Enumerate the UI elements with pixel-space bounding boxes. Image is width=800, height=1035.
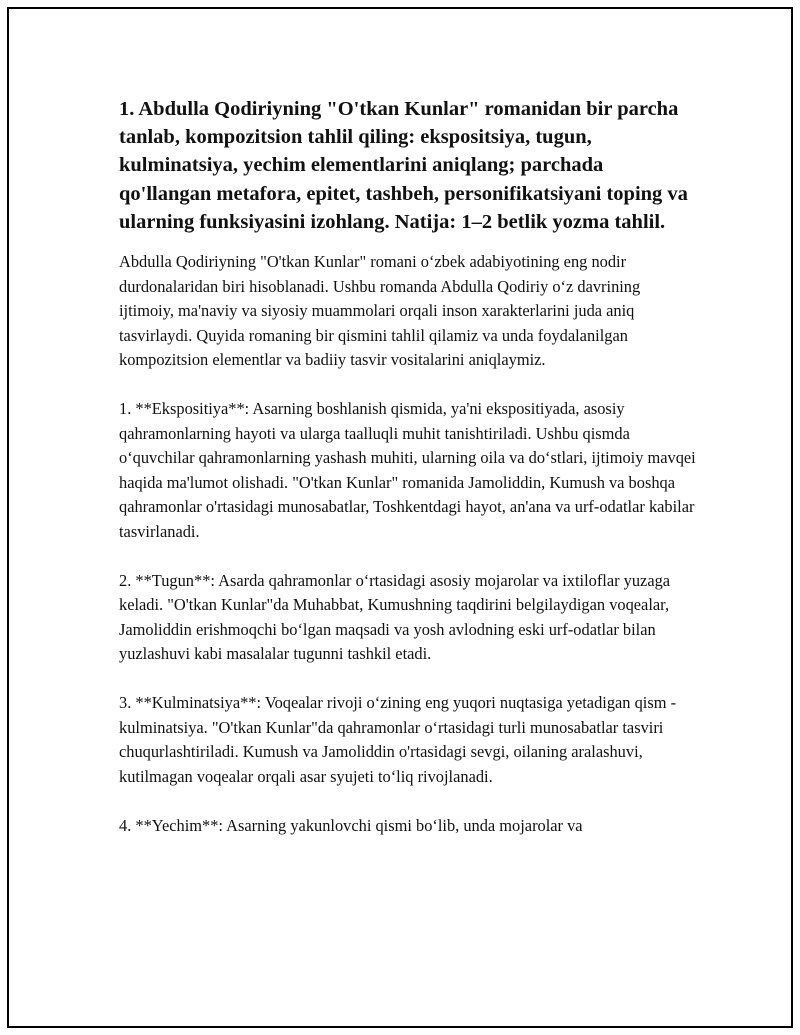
exposition-paragraph: 1. **Ekspositiya**: Asarning boshlanish qismida, ya'ni ekspositiyada, asosiy qahramonlarning hayoti va ularga taalluqli muhit tanishtiriladi. Ushbu qismda o‘quvchilar qahramonlarning yashash muhiti, ularning oila va do‘stlari, ijtimoiy mavqei haqida ma'lumot olishadi. "O'tkan Kunlar" romanida Jamoliddin, Kumush va boshqa qahramonlar o'rtasidagi munosabatlar, Toshkentdagi hayot, an'ana va urf-odatlar kabilar tasvirlanadi. bbox=[119, 399, 696, 541]
document-content bbox=[119, 95, 699, 863]
climax-paragraph: 3. **Kulminatsiya**: Voqealar rivoji o‘zining eng yuqori nuqtasiga yetadigan qism - kulminatsiya. "O'tkan Kunlar"da qahramonlar o‘rtasidagi turli munosabatlar tasviri chuqurlashtiriladi. Kumush va Jamoliddin o'rtasidagi sevgi, oilaning aralashuvi, kutilmagan voqealar orqali asar syujeti to‘liq rivojlanadi. bbox=[119, 693, 677, 786]
task-heading: 1. Abdulla Qodiriyning "O'tkan Kunlar" romanidan bir parcha tanlab, kompozitsion tahlil qiling: ekspositsiya, tugun, kulminatsiya, yechim elementlarini aniqlang; parchada qo'llangan metafora, epitet, tashbeh, personifikatsiyani toping va ularning funksiyasini izohlang. Natija: 1–2 betlik yozma tahlil. bbox=[119, 98, 688, 233]
intro-paragraph: Abdulla Qodiriyning "O'tkan Kunlar" romani o‘zbek adabiyotining eng nodir durdonalaridan biri hisoblanadi. Ushbu romanda Abdulla Qodiriy o‘z davrining ijtimoiy, ma'naviy va siyosiy muammolari orqali inson xarakterlarini juda aniq tasvirlaydi. Quyida romaning bir qismini tahlil qilamiz va unda foydalanilgan kompozitsion elementlar va badiiy tasvir vositalarini aniqlaymiz. bbox=[119, 252, 641, 370]
complication-paragraph: 2. **Tugun**: Asarda qahramonlar o‘rtasidagi asosiy mojarolar va ixtiloflar yuzaga keladi. "O'tkan Kunlar"da Muhabbat, Kumushning taqdirini belgilaydigan voqealar, Jamoliddin erishmoqchi bo‘lgan maqsadi va yosh avlodning eski urf-odatlar bilan yuzlashuvi kabi masalalar tugunni tashkil etadi. bbox=[119, 570, 671, 664]
document-page bbox=[7, 7, 793, 1028]
resolution-paragraph: 4. **Yechim**: Asarning yakunlovchi qismi bo‘lib, unda mojarolar va bbox=[119, 815, 583, 835]
